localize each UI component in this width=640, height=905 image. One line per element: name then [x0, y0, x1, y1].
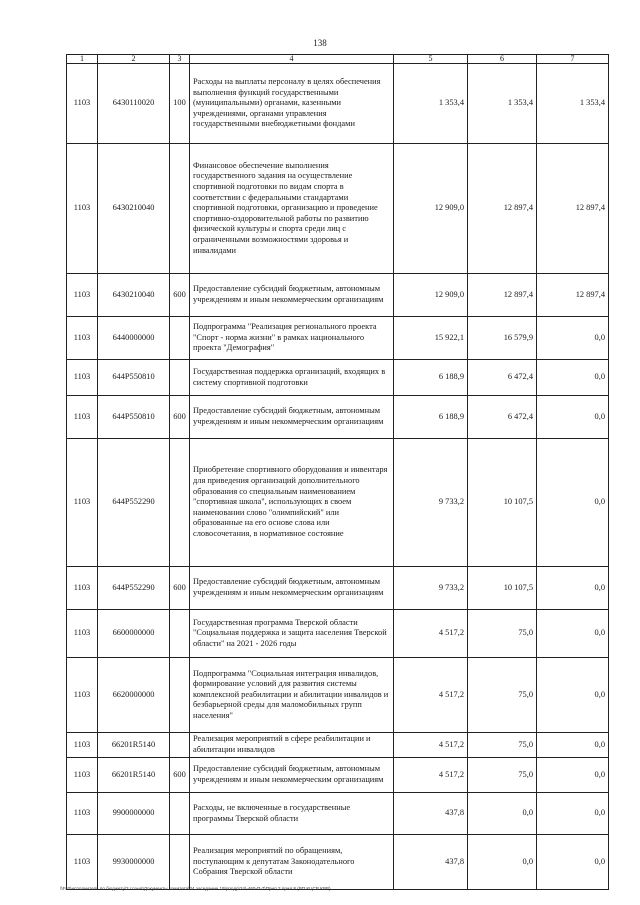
section-code-cell: 1103	[67, 733, 98, 758]
amount-col5-cell: 4 517,2	[394, 658, 468, 733]
amount-col6-cell: 6 472,4	[468, 396, 537, 439]
target-article-cell: 6440000000	[98, 317, 170, 360]
target-article-cell: 66201R5140	[98, 733, 170, 758]
expense-name-cell: Подпрограмма "Социальная интеграция инвалидов, формирование условий для развития системы комплексной реабилитации и абилитации инвалидов и безбарьерной среды для маломобильных групп населения"	[190, 658, 394, 733]
expense-type-cell	[170, 439, 190, 567]
expense-type-cell: 600	[170, 274, 190, 317]
amount-col5-cell: 4 517,2	[394, 758, 468, 793]
expense-type-cell: 600	[170, 396, 190, 439]
amount-col5-cell: 1 353,4	[394, 64, 468, 144]
amount-col7-cell: 0,0	[537, 439, 609, 567]
expense-name-cell: Предоставление субсидий бюджетным, автономным учреждениям и иным некоммерческим организациям	[190, 567, 394, 610]
expense-type-cell: 600	[170, 758, 190, 793]
amount-col5-cell: 4 517,2	[394, 733, 468, 758]
header-cell: 6	[468, 55, 537, 64]
page-number: 138	[313, 38, 327, 48]
expense-name-cell: Государственная программа Тверской области "Социальная поддержка и защита населения Тверской области" на 2021 - 2026 годы	[190, 610, 394, 658]
document-footer-path: \\Fs0\исполнитель по бюджету\3 созыв\Документы комитета\24 заседание 19\рподр\24\-460-П-7\Прил 3 прил 8 (РП КЦСР КВР)	[60, 886, 331, 891]
amount-col5-cell: 6 188,9	[394, 360, 468, 396]
amount-col7-cell: 0,0	[537, 396, 609, 439]
amount-col7-cell: 0,0	[537, 317, 609, 360]
table-row	[67, 835, 609, 890]
section-code-cell: 1103	[67, 396, 98, 439]
amount-col5-cell: 9 733,2	[394, 567, 468, 610]
expense-name-cell: Реализация мероприятий в сфере реабилитации и абилитации инвалидов	[190, 733, 394, 758]
table-row	[67, 439, 609, 567]
amount-col7-cell: 0,0	[537, 610, 609, 658]
amount-col6-cell: 75,0	[468, 610, 537, 658]
table-row	[67, 567, 609, 610]
table-row	[67, 317, 609, 360]
expense-type-cell	[170, 144, 190, 274]
header-cell: 4	[190, 55, 394, 64]
amount-col7-cell: 0,0	[537, 835, 609, 890]
section-code-cell: 1103	[67, 317, 98, 360]
table-row	[67, 396, 609, 439]
target-article-cell: 6430110020	[98, 64, 170, 144]
amount-col5-cell: 437,8	[394, 793, 468, 835]
amount-col7-cell: 0,0	[537, 733, 609, 758]
table-row	[67, 610, 609, 658]
table-row	[67, 658, 609, 733]
expense-name-cell: Финансовое обеспечение выполнения государственного задания на осуществление спортивной подготовки по видам спорта в соответствии с федеральными стандартами спортивной подготовки, организацию и проведение спортивно-оздоровительной работы по развитию физической культуры и спорта среди лиц с ограниченными возможностями здоровья и инвалидами	[190, 144, 394, 274]
target-article-cell: 6620000000	[98, 658, 170, 733]
table-row	[67, 64, 609, 144]
header-cell: 5	[394, 55, 468, 64]
amount-col6-cell: 6 472,4	[468, 360, 537, 396]
amount-col5-cell: 6 188,9	[394, 396, 468, 439]
section-code-cell: 1103	[67, 793, 98, 835]
amount-col6-cell: 12 897,4	[468, 274, 537, 317]
expense-type-cell	[170, 317, 190, 360]
expense-name-cell: Предоставление субсидий бюджетным, автономным учреждениям и иным некоммерческим организациям	[190, 396, 394, 439]
expense-name-cell: Подпрограмма "Реализация регионального проекта "Спорт - норма жизни" в рамках национального проекта "Демография"	[190, 317, 394, 360]
expense-type-cell	[170, 793, 190, 835]
expense-type-cell	[170, 360, 190, 396]
expense-type-cell	[170, 610, 190, 658]
amount-col7-cell: 12 897,4	[537, 144, 609, 274]
expense-name-cell: Предоставление субсидий бюджетным, автономным учреждениям и иным некоммерческим организациям	[190, 758, 394, 793]
amount-col6-cell: 10 107,5	[468, 439, 537, 567]
expense-type-cell: 100	[170, 64, 190, 144]
target-article-cell: 644P552290	[98, 439, 170, 567]
amount-col7-cell: 0,0	[537, 360, 609, 396]
section-code-cell: 1103	[67, 144, 98, 274]
amount-col5-cell: 12 909,0	[394, 144, 468, 274]
header-cell: 1	[67, 55, 98, 64]
header-cell: 2	[98, 55, 170, 64]
expense-name-cell: Расходы, не включенные в государственные программы Тверской области	[190, 793, 394, 835]
amount-col6-cell: 0,0	[468, 793, 537, 835]
target-article-cell: 9900000000	[98, 793, 170, 835]
section-code-cell: 1103	[67, 439, 98, 567]
header-cell: 7	[537, 55, 609, 64]
amount-col6-cell: 75,0	[468, 658, 537, 733]
expense-type-cell: 600	[170, 567, 190, 610]
table-header-row	[67, 55, 609, 64]
target-article-cell: 644P550810	[98, 396, 170, 439]
target-article-cell: 6600000000	[98, 610, 170, 658]
expense-type-cell	[170, 658, 190, 733]
expense-name-cell: Расходы на выплаты персоналу в целях обеспечения выполнения функций государственными (муниципальными) органами, казенными учреждениями, органами управления государственными внебюджетными фондами	[190, 64, 394, 144]
amount-col7-cell: 0,0	[537, 658, 609, 733]
expense-type-cell	[170, 733, 190, 758]
amount-col5-cell: 437,8	[394, 835, 468, 890]
section-code-cell: 1103	[67, 835, 98, 890]
table-row	[67, 144, 609, 274]
amount-col6-cell: 75,0	[468, 733, 537, 758]
amount-col6-cell: 12 897,4	[468, 144, 537, 274]
amount-col6-cell: 75,0	[468, 758, 537, 793]
section-code-cell: 1103	[67, 567, 98, 610]
section-code-cell: 1103	[67, 658, 98, 733]
expense-name-cell: Предоставление субсидий бюджетным, автономным учреждениям и иным некоммерческим организациям	[190, 274, 394, 317]
section-code-cell: 1103	[67, 758, 98, 793]
target-article-cell: 9930000000	[98, 835, 170, 890]
target-article-cell: 66201R5140	[98, 758, 170, 793]
section-code-cell: 1103	[67, 64, 98, 144]
amount-col7-cell: 0,0	[537, 567, 609, 610]
budget-table	[66, 54, 609, 890]
amount-col6-cell: 10 107,5	[468, 567, 537, 610]
expense-name-cell: Реализация мероприятий по обращениям, поступающим к депутатам Законодательного Собрания Тверской области	[190, 835, 394, 890]
table-row	[67, 733, 609, 758]
target-article-cell: 6430210040	[98, 274, 170, 317]
section-code-cell: 1103	[67, 360, 98, 396]
amount-col7-cell: 12 897,4	[537, 274, 609, 317]
amount-col5-cell: 4 517,2	[394, 610, 468, 658]
amount-col6-cell: 16 579,9	[468, 317, 537, 360]
amount-col5-cell: 12 909,0	[394, 274, 468, 317]
table-row	[67, 360, 609, 396]
section-code-cell: 1103	[67, 274, 98, 317]
target-article-cell: 644P552290	[98, 567, 170, 610]
amount-col6-cell: 0,0	[468, 835, 537, 890]
amount-col5-cell: 15 922,1	[394, 317, 468, 360]
expense-name-cell: Приобретение спортивного оборудования и инвентаря для приведения организаций дополнительного образования со специальным наименованием "спортивная школа", использующих в своем наименовании слово "олимпийский" или образованные на его основе слова или словосочетания, в нормативное состояние	[190, 439, 394, 567]
header-cell: 3	[170, 55, 190, 64]
target-article-cell: 644P550810	[98, 360, 170, 396]
target-article-cell: 6430210040	[98, 144, 170, 274]
table-row	[67, 758, 609, 793]
amount-col7-cell: 0,0	[537, 758, 609, 793]
section-code-cell: 1103	[67, 610, 98, 658]
expense-type-cell	[170, 835, 190, 890]
amount-col7-cell: 0,0	[537, 793, 609, 835]
table-row	[67, 274, 609, 317]
amount-col5-cell: 9 733,2	[394, 439, 468, 567]
amount-col6-cell: 1 353,4	[468, 64, 537, 144]
table-row	[67, 793, 609, 835]
expense-name-cell: Государственная поддержка организаций, входящих в систему спортивной подготовки	[190, 360, 394, 396]
amount-col7-cell: 1 353,4	[537, 64, 609, 144]
